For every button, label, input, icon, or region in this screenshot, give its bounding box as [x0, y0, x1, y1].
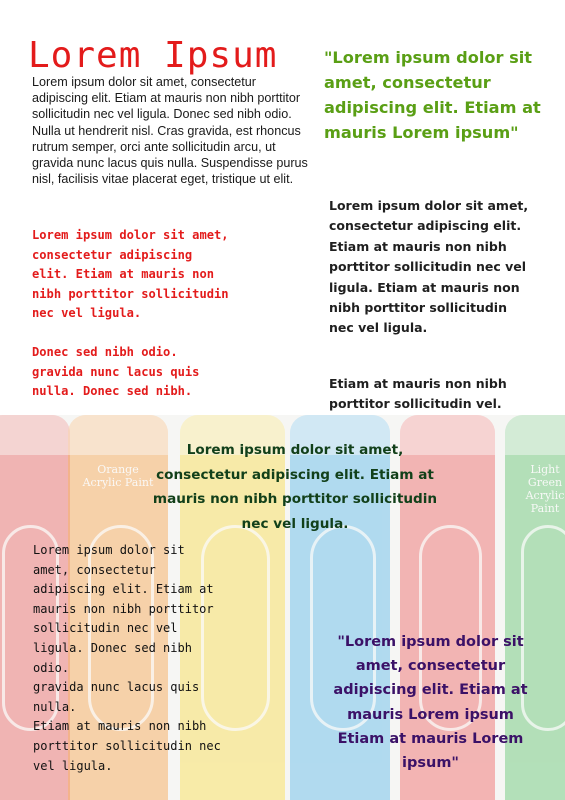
intro-paragraph: Lorem ipsum dolor sit amet, consectetur adipiscing elit. Etiam at mauris non nibh porttitor sollicitudin nec vel ligula. Donec sed nibh odio. Nulla ut hendrerit nisl. Cras gravida, est rhoncus rutrum semper, orci ante sollicitudin arcu, ut gravida nunc lacus quis nulla. Suspendisse purus nisl, facilisis vitae placerat eget, tristique ut elit. — [32, 75, 308, 187]
green-quote: "Lorem ipsum dolor sit amet, consectetur adipiscing elit. Etiam at mauris Lorem ipsum" — [324, 48, 541, 142]
red-mono-block-1: Lorem ipsum dolor sit amet, consectetur adipiscing elit. Etiam at mauris non nibh porttitor sollicitudin nec vel ligula. — [32, 228, 229, 320]
right-column-block-2: Etiam at mauris non nibh porttitor sollicitudin vel. — [329, 376, 507, 412]
photo-mono-text: Lorem ipsum dolor sit amet, consectetur adipiscing elit. Etiam at mauris non nibh porttitor sollicitudin nec vel ligula. Donec sed nibh odio. gravida nunc lacus quis nulla. Etiam at mauris non nibh porttitor sollicitudin nec vel ligula. — [33, 543, 221, 773]
tube-label: Light Green Acrylic Paint — [525, 463, 565, 515]
tube-label: Orange Acrylic Paint — [82, 463, 154, 489]
photo-center-text: Lorem ipsum dolor sit amet, consectetur adipiscing elit. Etiam at mauris non nibh porttitor sollicitudin nec vel ligula. — [152, 442, 438, 532]
page-title: Lorem Ipsum — [28, 35, 278, 76]
right-column-block-1: Lorem ipsum dolor sit amet, consectetur adipiscing elit. Etiam at mauris non nibh porttitor sollicitudin nec vel ligula. Etiam at mauris non nibh porttitor sollicitudin nec vel ligula. — [329, 198, 529, 336]
red-mono-block-2: Donec sed nibh odio. gravida nunc lacus quis nulla. Donec sed nibh. — [32, 345, 200, 398]
purple-quote: "Lorem ipsum dolor sit amet, consectetur adipiscing elit. Etiam at mauris Lorem ipsum Etiam at mauris Lorem ipsum" — [333, 634, 528, 772]
